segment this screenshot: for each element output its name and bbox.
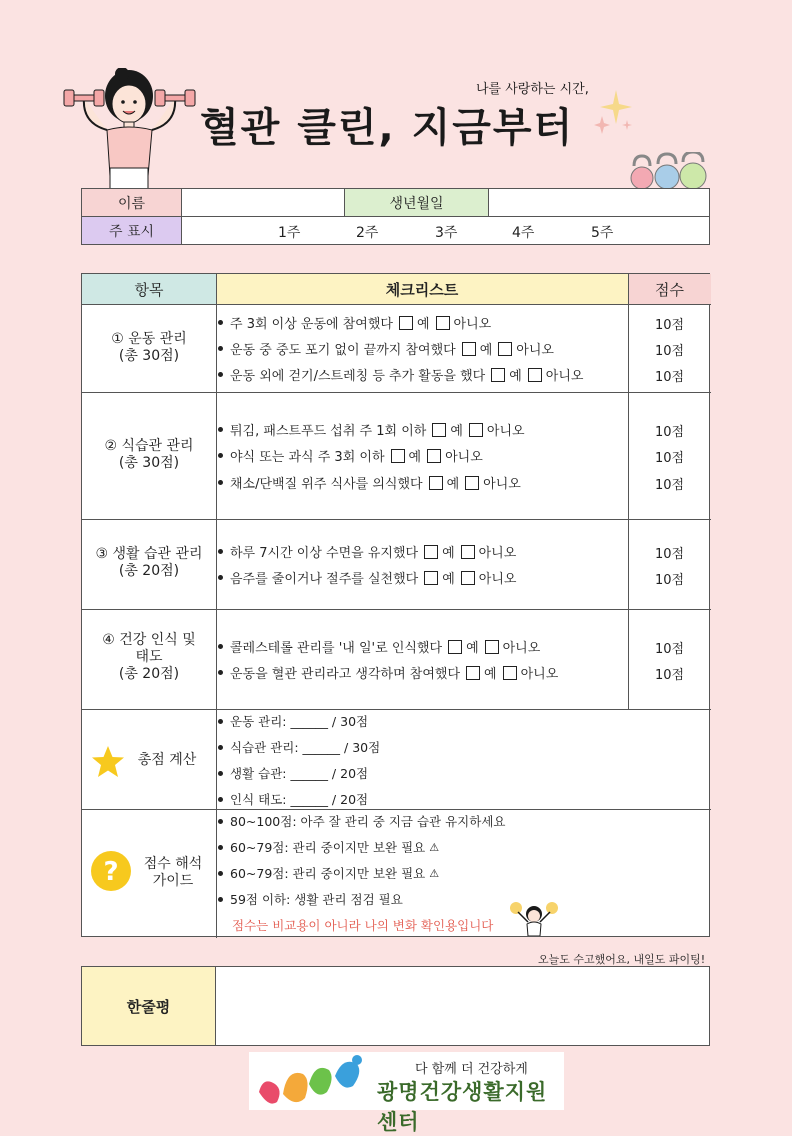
no-checkbox[interactable] bbox=[503, 666, 517, 680]
check-item: 야식 또는 과식 주 3회 이하 예 아니오 bbox=[218, 446, 483, 465]
item-score: 10점 bbox=[654, 478, 685, 493]
check-item: 운동 외에 걷기/스트레칭 등 추가 활동을 했다 예 아니오 bbox=[218, 365, 583, 384]
no-checkbox[interactable] bbox=[485, 640, 499, 654]
guide-line: 59점 이하: 생활 관리 점검 필요 bbox=[218, 890, 403, 908]
logo-mark-icon bbox=[253, 1054, 373, 1108]
no-checkbox[interactable] bbox=[465, 476, 479, 490]
total-line: 생활 습관: ______ / 20점 bbox=[218, 764, 368, 782]
no-checkbox[interactable] bbox=[469, 423, 483, 437]
week-5[interactable]: 5주 bbox=[591, 225, 614, 241]
item-score: 10점 bbox=[654, 451, 685, 466]
center-logo bbox=[249, 1052, 564, 1134]
birth-field[interactable] bbox=[489, 189, 710, 217]
review-box bbox=[81, 966, 710, 1046]
no-checkbox[interactable] bbox=[427, 449, 441, 463]
no-checkbox[interactable] bbox=[436, 316, 450, 330]
week-1[interactable]: 1주 bbox=[278, 225, 301, 241]
check-item: 주 3회 이상 운동에 참여했다 예 아니오 bbox=[218, 313, 491, 332]
cheering-girl-icon bbox=[510, 900, 558, 936]
warning-icon: ⚠ bbox=[429, 866, 440, 880]
guide-note: 점수는 비교용이 아니라 나의 변화 확인용입니다 bbox=[232, 918, 494, 933]
logo-tagline: 다 함께 더 건강하게 bbox=[415, 1062, 528, 1077]
review-field[interactable] bbox=[217, 967, 709, 1045]
total-line: 운동 관리: ______ / 30점 bbox=[218, 712, 368, 730]
no-checkbox[interactable] bbox=[498, 342, 512, 356]
header-checklist: 체크리스트 bbox=[216, 274, 628, 304]
check-item: 튀김, 패스트푸드 섭취 주 1회 이하 예 아니오 bbox=[218, 420, 525, 439]
week-marks[interactable] bbox=[182, 217, 710, 245]
name-label: 이름 bbox=[82, 189, 182, 217]
header-score: 점수 bbox=[628, 274, 711, 304]
category-awareness: ④ 건강 인식 및 태도 (총 20점) bbox=[102, 632, 196, 682]
woman-dumbbell-illustration bbox=[62, 68, 197, 193]
warning-icon: ⚠ bbox=[429, 840, 440, 854]
birth-label: 생년월일 bbox=[345, 189, 489, 217]
week-2[interactable]: 2주 bbox=[356, 225, 379, 241]
category-exercise: ① 운동 관리 (총 30점) bbox=[111, 331, 187, 364]
yes-checkbox[interactable] bbox=[466, 666, 480, 680]
review-label: 한줄평 bbox=[82, 967, 216, 1045]
question-icon bbox=[90, 850, 132, 892]
guide-label: 점수 해석 가이드 bbox=[143, 856, 203, 889]
yes-checkbox[interactable] bbox=[491, 368, 505, 382]
guide-line: 60~79점: 관리 중이지만 보완 필요 ⚠ bbox=[218, 864, 439, 882]
item-score: 10점 bbox=[654, 318, 685, 333]
yes-checkbox[interactable] bbox=[391, 449, 405, 463]
checklist-table bbox=[81, 273, 710, 937]
encouragement-message: 오늘도 수고했어요, 내일도 파이팅! bbox=[538, 953, 706, 966]
star-icon bbox=[90, 744, 126, 780]
header-item: 항목 bbox=[82, 274, 216, 304]
category-lifestyle: ③ 생활 습관 관리 (총 20점) bbox=[95, 546, 203, 579]
header-subtitle: 나를 사랑하는 시간, bbox=[476, 82, 589, 97]
item-score: 10점 bbox=[654, 642, 685, 657]
svg-text:?: ? bbox=[103, 857, 119, 887]
yes-checkbox[interactable] bbox=[448, 640, 462, 654]
no-checkbox[interactable] bbox=[528, 368, 542, 382]
logo-name: 광명건강생활지원센터 bbox=[377, 1080, 548, 1134]
item-score: 10점 bbox=[654, 425, 685, 440]
no-checkbox[interactable] bbox=[461, 545, 475, 559]
sparkle-icon bbox=[592, 88, 634, 136]
check-item: 콜레스테롤 관리를 '내 일'로 인식했다 예 아니오 bbox=[218, 637, 540, 656]
yes-checkbox[interactable] bbox=[399, 316, 413, 330]
total-line: 인식 태도: ______ / 20점 bbox=[218, 790, 368, 808]
yes-checkbox[interactable] bbox=[424, 545, 438, 559]
check-item: 운동 중 중도 포기 없이 끝까지 참여했다 예 아니오 bbox=[218, 339, 554, 358]
yes-checkbox[interactable] bbox=[432, 423, 446, 437]
total-label: 총점 계산 bbox=[137, 752, 197, 768]
week-label: 주 표시 bbox=[82, 217, 182, 245]
item-score: 10점 bbox=[654, 547, 685, 562]
yes-checkbox[interactable] bbox=[429, 476, 443, 490]
category-diet: ② 식습관 관리 (총 30점) bbox=[104, 438, 194, 471]
page-title: 혈관 클린, 지금부터 bbox=[200, 105, 575, 151]
check-item: 운동을 혈관 관리라고 생각하며 참여했다 예 아니오 bbox=[218, 663, 558, 682]
yes-checkbox[interactable] bbox=[424, 571, 438, 585]
no-checkbox[interactable] bbox=[461, 571, 475, 585]
kettlebell-icon bbox=[628, 152, 708, 190]
week-3[interactable]: 3주 bbox=[435, 225, 458, 241]
guide-line: 60~79점: 관리 중이지만 보완 필요 ⚠ bbox=[218, 838, 439, 856]
check-item: 채소/단백질 위주 식사를 의식했다 예 아니오 bbox=[218, 473, 521, 492]
week-4[interactable]: 4주 bbox=[512, 225, 535, 241]
total-line: 식습관 관리: ______ / 30점 bbox=[218, 738, 380, 756]
item-score: 10점 bbox=[654, 668, 685, 683]
item-score: 10점 bbox=[654, 344, 685, 359]
item-score: 10점 bbox=[654, 573, 685, 588]
check-item: 하루 7시간 이상 수면을 유지했다 예 아니오 bbox=[218, 542, 516, 561]
yes-checkbox[interactable] bbox=[462, 342, 476, 356]
item-score: 10점 bbox=[654, 370, 685, 385]
name-field[interactable] bbox=[182, 189, 345, 217]
info-table bbox=[81, 188, 710, 245]
guide-line: 80~100점: 아주 잘 관리 중 지금 습관 유지하세요 bbox=[218, 812, 505, 830]
check-item: 음주를 줄이거나 절주를 실천했다 예 아니오 bbox=[218, 568, 516, 587]
